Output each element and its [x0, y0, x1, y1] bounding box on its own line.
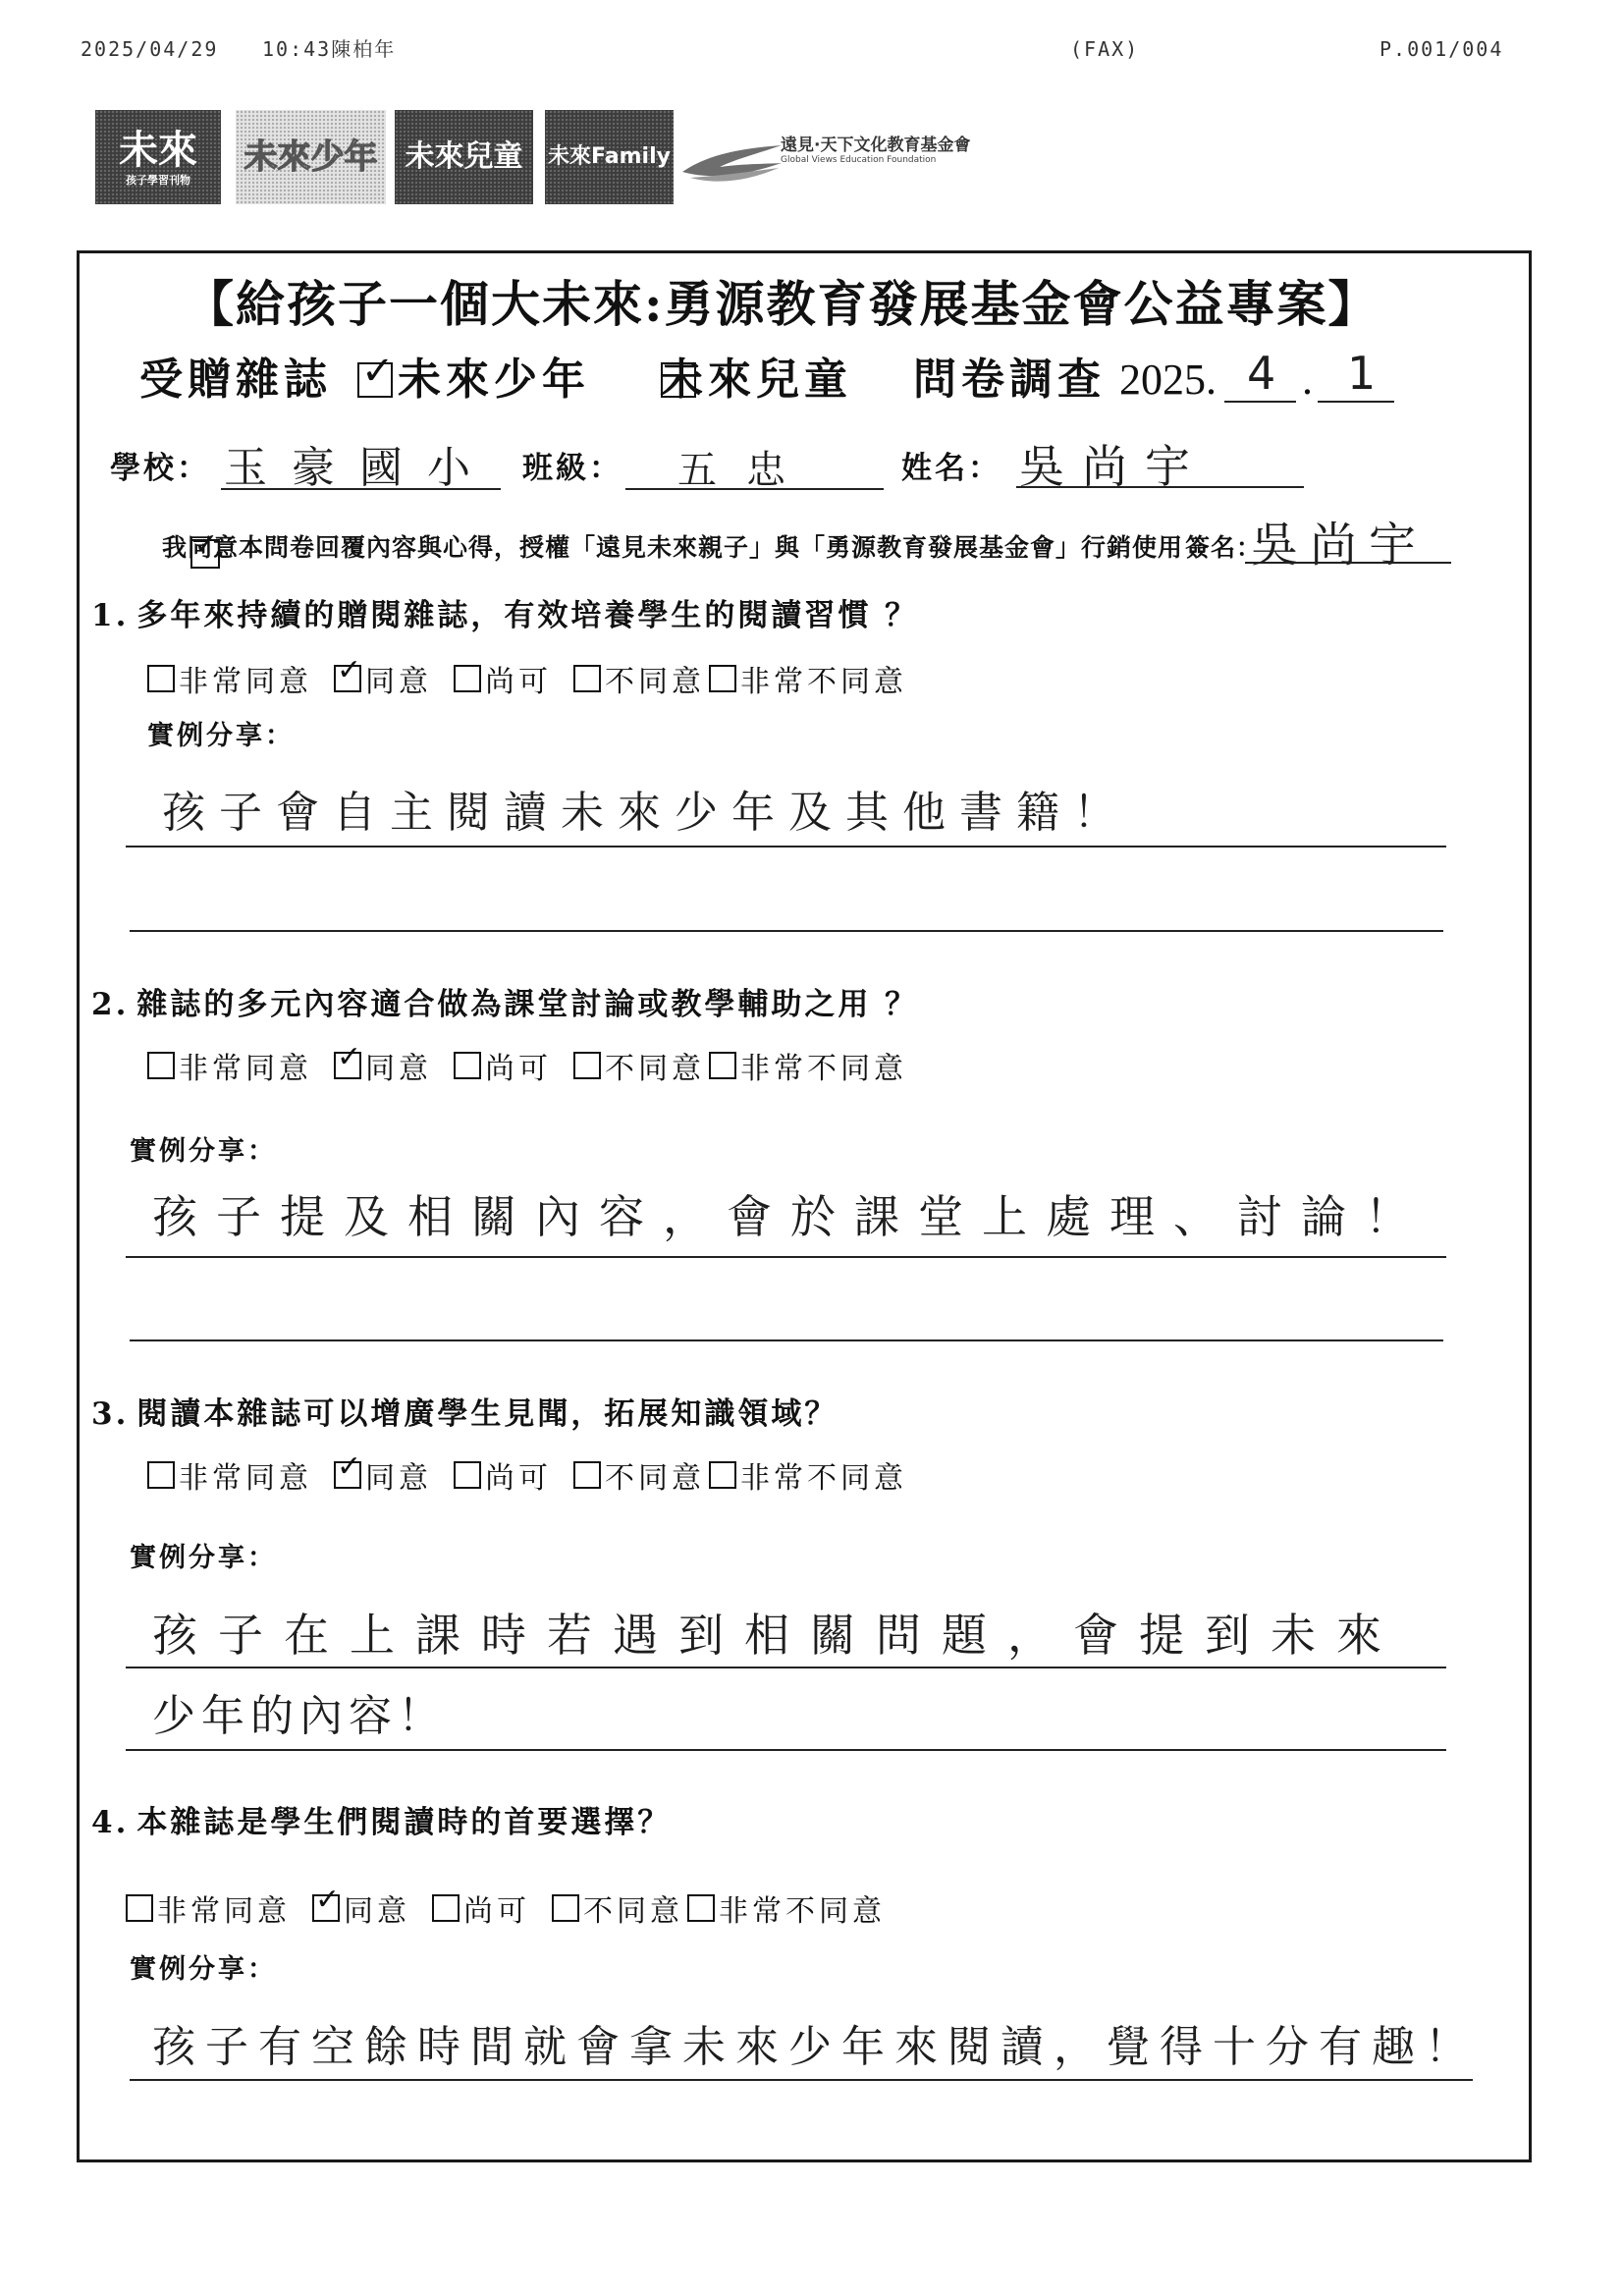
- rating-checkbox: [126, 1894, 153, 1922]
- logo-text: 未來: [119, 128, 197, 173]
- rating-checkbox: [573, 1461, 601, 1489]
- rating-option: [147, 1044, 312, 1087]
- rating-option: [334, 1044, 432, 1087]
- rating-options-q4: [126, 1888, 907, 1928]
- rating-checkbox: [709, 1052, 736, 1079]
- name-label: 姓名：: [901, 451, 1001, 486]
- rating-option: [709, 657, 907, 700]
- rating-checkbox: [687, 1894, 715, 1922]
- example-label: 實例分享：: [130, 1136, 277, 1167]
- rating-option: [709, 1453, 907, 1497]
- rating-option: [709, 1044, 907, 1087]
- rating-option: [147, 1453, 312, 1497]
- foundation-name: 遠見·天下文化教育基金會: [781, 136, 971, 155]
- rating-label: 非常不同意: [719, 1894, 886, 1929]
- answer-underline: [126, 1667, 1446, 1668]
- school-label: 學校：: [110, 451, 210, 486]
- survey-day: 1: [1347, 347, 1377, 400]
- rating-option: [573, 657, 705, 700]
- fax-date: 2025/04/29: [81, 37, 219, 61]
- question-text: 雜誌的多元內容適合做為課堂討論或教學輔助之用 ？: [136, 987, 919, 1022]
- logo-text: 未來少年: [243, 137, 378, 177]
- rating-checkbox: [709, 1461, 736, 1489]
- rating-option: [432, 1886, 530, 1930]
- answer-underline: [130, 930, 1443, 932]
- question-number: 3.: [91, 1396, 130, 1432]
- rating-label: 非常同意: [179, 1052, 312, 1086]
- day-underline: [1318, 401, 1394, 403]
- rating-option: [312, 1886, 410, 1930]
- survey-year: 2025.: [1119, 355, 1217, 404]
- rating-checkbox: [454, 1052, 481, 1079]
- answer-text: 孩子會自主閱讀未來少年及其他書籍！: [162, 788, 1130, 838]
- signature-underline: [1245, 562, 1451, 564]
- school-value: 玉豪國小: [224, 443, 495, 493]
- rating-label: 尚可: [485, 1052, 552, 1086]
- rating-checkbox: [573, 1052, 601, 1079]
- rating-label: 同意: [344, 1894, 410, 1929]
- question-text: 多年來持續的贈閱雜誌，有效培養學生的閱讀習慣 ？: [136, 598, 919, 633]
- magazine-checkbox-future-teens: [357, 362, 393, 398]
- fax-page-number: P.001/004: [1380, 37, 1504, 61]
- rating-option: [454, 1453, 552, 1497]
- survey-date-separator: .: [1302, 355, 1313, 404]
- survey-label: 問卷調查: [913, 355, 1106, 405]
- rating-checkbox: [334, 1461, 361, 1489]
- answer-underline: [130, 2079, 1473, 2081]
- rating-option: [126, 1886, 291, 1930]
- rating-label: 尚可: [463, 1894, 530, 1929]
- rating-option: [334, 657, 432, 700]
- logo-future-family: [545, 110, 674, 204]
- rating-options-q2: [147, 1046, 929, 1085]
- answer-text: 孩子有空餘時間就會拿未來少年來閱讀，覺得十分有趣！: [152, 2022, 1478, 2072]
- answer-underline: [126, 1749, 1446, 1751]
- answer-underline: [130, 1339, 1443, 1341]
- signature-value: 吳尚宇: [1251, 518, 1429, 573]
- logo-text: 未來兒童: [405, 139, 523, 174]
- logo-future-weekly: [95, 110, 221, 204]
- answer-text: 孩子提及相關內容，會於課堂上處理、討論！: [152, 1190, 1429, 1243]
- rating-checkbox: [147, 1052, 175, 1079]
- rating-option: [573, 1044, 705, 1087]
- name-value: 吳尚宇: [1019, 440, 1208, 493]
- rating-checkbox: [334, 665, 361, 692]
- rating-option: [454, 657, 552, 700]
- fax-mode: (FAX): [1070, 37, 1140, 61]
- rating-label: 同意: [365, 665, 432, 699]
- example-label: 實例分享：: [130, 1954, 277, 1985]
- rating-label: 不同意: [583, 1894, 683, 1929]
- rating-checkbox: [147, 665, 175, 692]
- rating-option: [573, 1453, 705, 1497]
- rating-checkbox: [312, 1894, 340, 1922]
- rating-label: 非常同意: [179, 1461, 312, 1496]
- rating-checkbox: [454, 665, 481, 692]
- rating-label: 非常不同意: [740, 665, 907, 699]
- rating-label: 非常同意: [179, 665, 312, 699]
- rating-checkbox: [454, 1461, 481, 1489]
- question-4: [91, 1803, 671, 1842]
- example-label: 實例分享：: [130, 1543, 277, 1573]
- foundation-name-en: Global Views Education Foundation: [781, 155, 937, 165]
- rating-option: [687, 1886, 886, 1930]
- rating-option: [454, 1044, 552, 1087]
- class-underline: [625, 488, 884, 490]
- rating-option: [334, 1453, 432, 1497]
- rating-option: [552, 1886, 683, 1930]
- rating-checkbox: [709, 665, 736, 692]
- survey-month: 4: [1247, 347, 1276, 400]
- logo-future-children: [395, 110, 533, 204]
- signature-label: 簽名：: [1185, 533, 1263, 562]
- rating-label: 非常同意: [157, 1894, 291, 1929]
- form-title: 【給孩子一個大未來:勇源教育發展基金會公益專案】: [185, 275, 1380, 333]
- rating-label: 同意: [365, 1052, 432, 1086]
- answer-underline: [126, 1256, 1446, 1258]
- rating-checkbox: [552, 1894, 579, 1922]
- rating-checkbox: [147, 1461, 175, 1489]
- magazine-label: 受贈雜誌: [139, 355, 332, 405]
- rating-label: 不同意: [605, 665, 705, 699]
- rating-label: 同意: [365, 1461, 432, 1496]
- question-text: 本雜誌是學生們閱讀時的首要選擇？: [136, 1805, 672, 1840]
- rating-option: [147, 657, 312, 700]
- example-label: 實例分享：: [147, 721, 295, 751]
- rating-label: 尚可: [485, 665, 552, 699]
- class-value: 五忠: [677, 448, 815, 493]
- question-1: [91, 596, 918, 635]
- name-underline: [1016, 486, 1304, 488]
- answer-text: 孩子在上課時若遇到相關問題，會提到未來: [152, 1609, 1402, 1662]
- rating-checkbox: [573, 665, 601, 692]
- rating-label: 非常不同意: [740, 1461, 907, 1496]
- class-label: 班級：: [522, 451, 622, 486]
- logo-subtext: 孩子學習刊物: [126, 174, 190, 187]
- foundation-swoosh-icon: [680, 142, 784, 190]
- fax-time-sender: 10:43陳柏年: [262, 37, 397, 61]
- rating-checkbox: [334, 1052, 361, 1079]
- question-2: [91, 985, 918, 1024]
- question-number: 1.: [91, 598, 130, 633]
- question-number: 2.: [91, 987, 130, 1022]
- question-number: 4.: [91, 1805, 130, 1840]
- rating-label: 不同意: [605, 1461, 705, 1496]
- answer-text: 少年的內容！: [152, 1691, 447, 1741]
- magazine-option-future-teens: 未來少年: [398, 355, 590, 405]
- magazine-option-future-children: 未來兒童: [660, 355, 852, 405]
- month-underline: [1224, 401, 1296, 403]
- rating-options-q1: [147, 659, 929, 698]
- school-underline: [221, 488, 501, 490]
- rating-options-q3: [147, 1455, 929, 1495]
- consent-text: 我同意本問卷回覆內容與心得，授權「遠見未來親子」與「勇源教育發展基金會」行銷使用: [162, 533, 1184, 562]
- foundation-logo: [781, 136, 970, 166]
- rating-label: 不同意: [605, 1052, 705, 1086]
- rating-checkbox: [432, 1894, 460, 1922]
- question-3: [91, 1394, 838, 1434]
- logo-text: 未來Family: [548, 144, 671, 169]
- rating-label: 非常不同意: [740, 1052, 907, 1086]
- question-text: 閱讀本雜誌可以增廣學生見聞，拓展知識領域？: [136, 1396, 839, 1432]
- rating-label: 尚可: [485, 1461, 552, 1496]
- logo-future-teens: [236, 110, 386, 204]
- answer-underline: [126, 846, 1446, 847]
